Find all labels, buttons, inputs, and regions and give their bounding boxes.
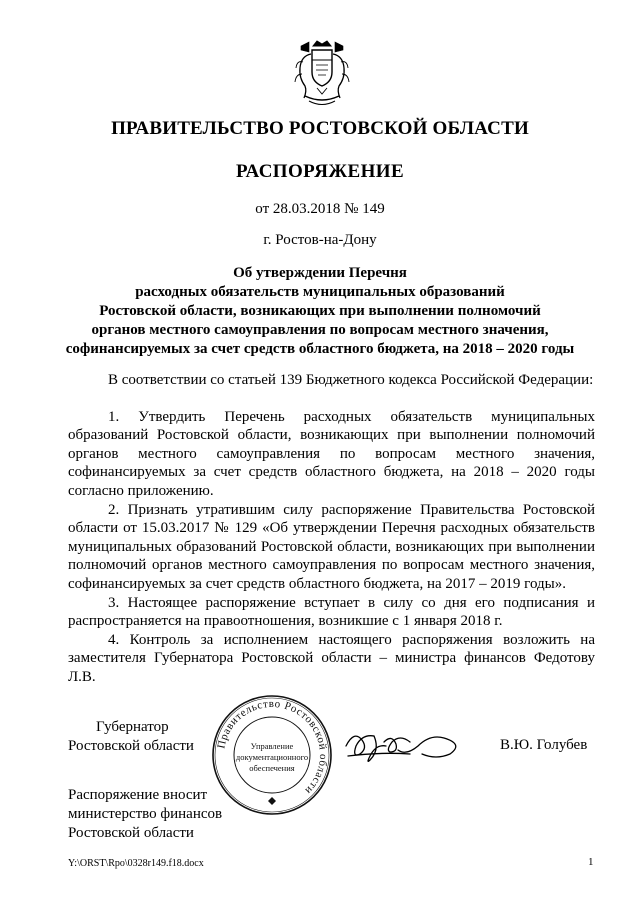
handwritten-signature-icon	[340, 716, 480, 770]
document-subject	[0, 264, 640, 359]
seal-inner-line: документационного	[235, 752, 309, 762]
document-city: г. Ростов-на-Дону	[263, 232, 377, 248]
coat-of-arms-icon	[291, 38, 353, 110]
signatory-title	[68, 718, 194, 756]
seal-inner-line: Управление	[250, 741, 294, 751]
official-seal-icon	[210, 693, 334, 817]
subject-line: софинансируемых за счет средств областного бюджета, на 2018 – 2020 годы	[65, 341, 575, 357]
signatory-region: Ростовской области	[68, 738, 194, 754]
item-paragraph: 1. Утвердить Перечень расходных обязательств муниципальных образований Ростовской области, возникающих при выполнении полномочий органов местного самоуправления по вопросам местного значения, софинансируемых за счет средств областного бюджета, на 2018 – 2020 годы согласно приложению.	[68, 408, 595, 499]
seal-inner-line: обеспечения	[249, 763, 295, 773]
government-title: ПРАВИТЕЛЬСТВО РОСТОВСКОЙ ОБЛАСТИ	[111, 118, 529, 139]
subject-line: органов местного самоуправления по вопросам местного значения,	[91, 322, 549, 338]
seal-outer-text: Правительство Ростовской области	[215, 697, 330, 797]
footer-file-path: Y:\ORST\Rpo\0328r149.f18.docx	[68, 858, 204, 869]
submitted-by-line: министерство финансов	[68, 806, 223, 822]
item-paragraph: 2. Признать утратившим силу распоряжение Правительства Ростовской области от 15.03.2017 № 129 «Об утверждении Перечня расходных обязательств муниципальных образований Ростовской области, возникающих при выполнении полномочий органов местного самоуправления по вопросам местного значения, софинансируемых за счет средств областного бюджета, на 2017 – 2019 годы».	[68, 501, 595, 592]
subject-line: расходных обязательств муниципальных образований	[135, 284, 505, 300]
submitted-by-line: Распоряжение вносит	[68, 787, 208, 803]
page-number: 1	[588, 856, 594, 868]
document-type: РАСПОРЯЖЕНИЕ	[235, 161, 405, 182]
submitted-by	[68, 786, 222, 843]
preamble-paragraph: В соответствии со статьей 139 Бюджетного кодекса Российской Федерации:	[108, 372, 594, 388]
signatory-name: В.Ю. Голубев	[500, 737, 588, 753]
subject-line: Об утверждении Перечня	[233, 265, 407, 281]
signatory-position: Губернатор	[96, 719, 169, 735]
document-body	[68, 371, 595, 687]
submitted-by-line: Ростовской области	[68, 825, 194, 841]
item-paragraph: 3. Настоящее распоряжение вступает в силу со дня его подписания и распространяется на правоотношения, возникшие с 1 января 2018 г.	[68, 594, 595, 630]
document-date-number: от 28.03.2018 № 149	[255, 201, 385, 217]
item-paragraph: 4. Контроль за исполнением настоящего распоряжения возложить на заместителя Губернатора Ростовской области – министра финансов Федотову Л.В.	[68, 631, 595, 685]
subject-line: Ростовской области, возникающих при выполнении полномочий	[99, 303, 541, 319]
